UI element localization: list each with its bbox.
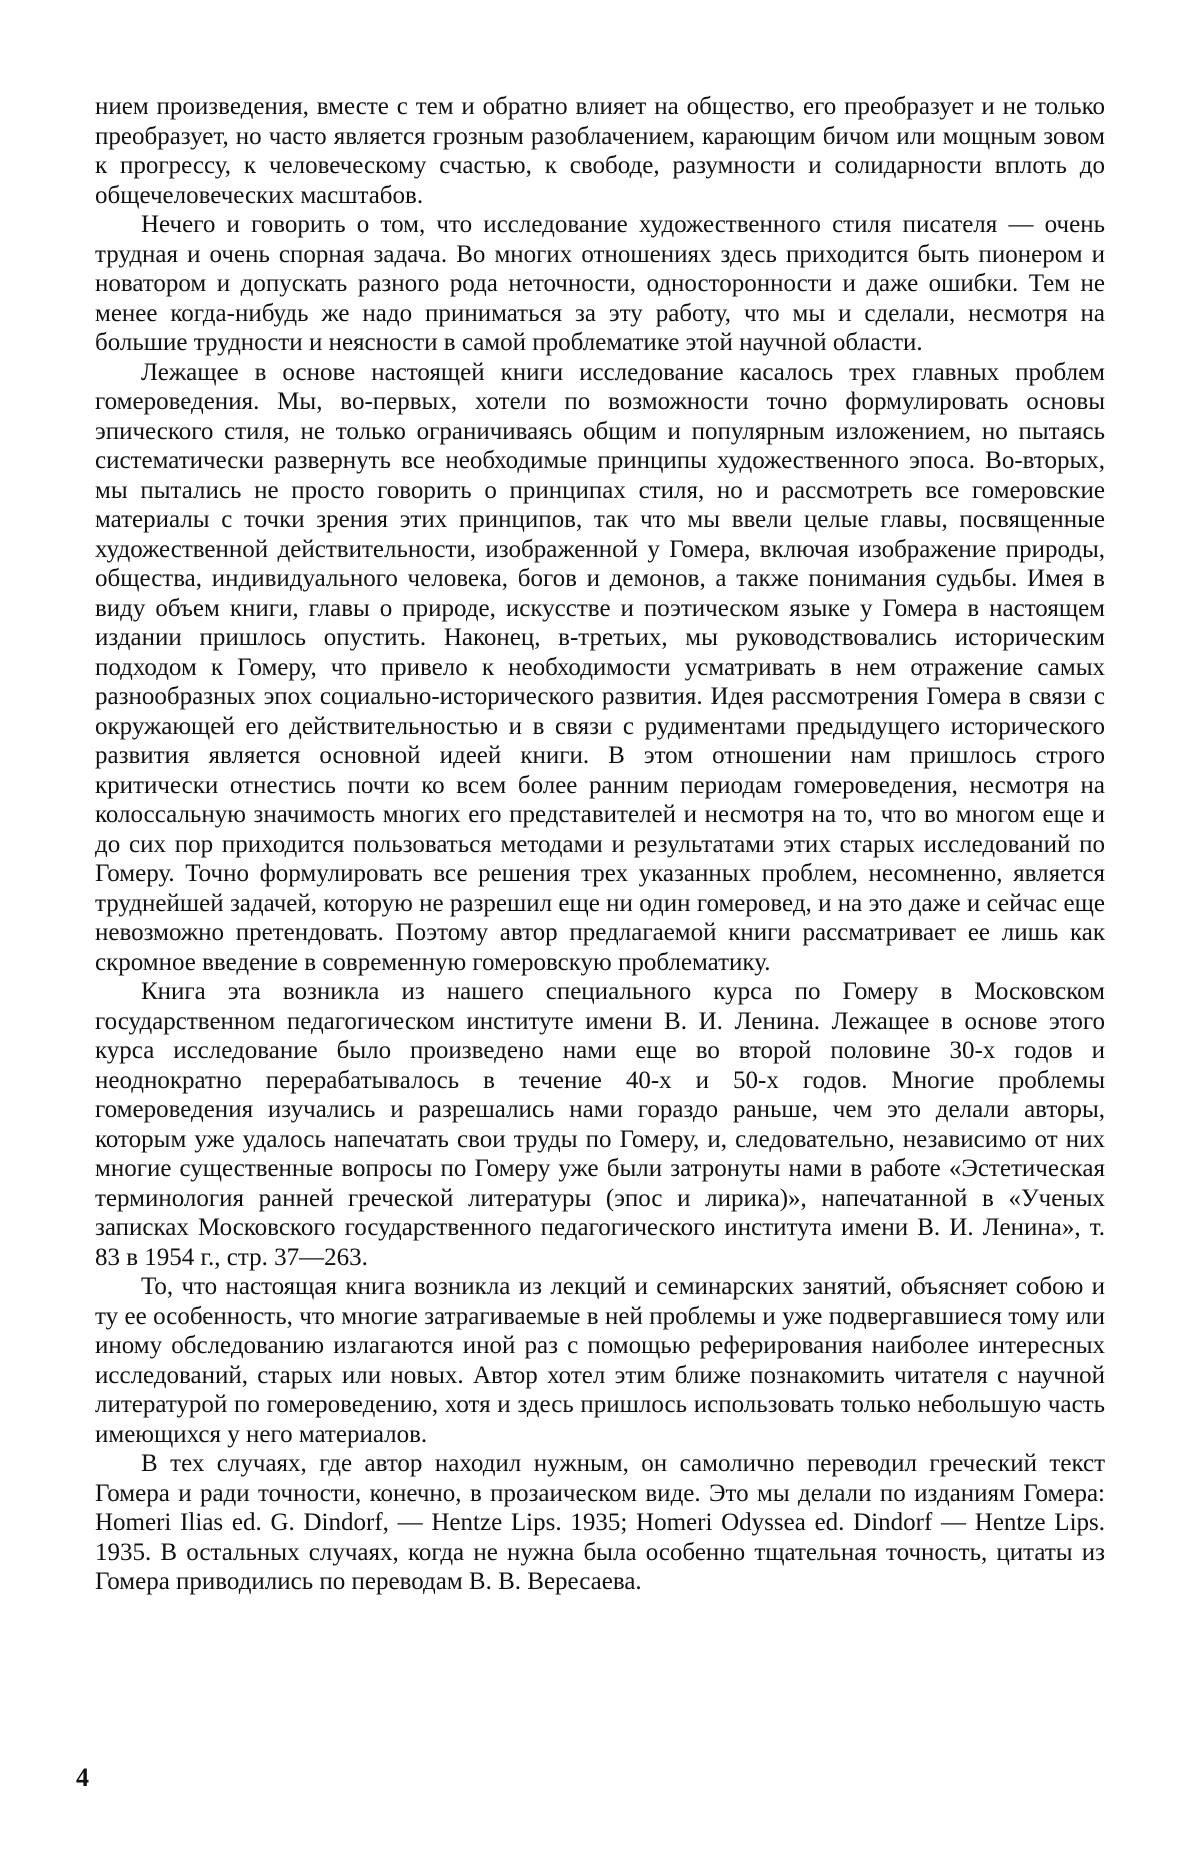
paragraph: В тех случаях, где автор находил нужным, он самолично переводил греческий текст Гомера и ради точности, конечно, в прозаическом виде. Это мы делали по изданиям Гомера: Homeri Ilias ed. G. Dindorf, — Hentze Lips. 1935; Homeri Odyssea ed. Dindorf — Hentze Lips. 1935. В остальных случаях, когда не нужна была особенно тщательная точность, цитаты из Гомера приводились по переводам В. В. Вересаева.: [95, 1450, 1105, 1595]
paragraph: Книга эта возникла из нашего специального курса по Гомеру в Московском государственном педагогическом институте имени В. И. Ленина. Лежащее в основе этого курса исследование было произведено нами еще во второй половине 30-х годов и неоднократно перерабатывалось в течение 40-х и 50-х годов. Многие проблемы гомероведения изучались и разрешались нами гораздо раньше, чем это делали авторы, которым уже удалось напечатать свои труды по Гомеру, и, следовательно, независимо от них многие существенные вопросы по Гомеру уже были затронуты нами в работе «Эстетическая терминология ранней греческой литературы (эпос и лирика)», напечатанной в «Ученых записках Московского государственного педагогического института имени В. И. Ленина», т. 83 в 1954 г., стр. 37—263.: [95, 978, 1105, 1271]
paragraph-continued: нием произведения, вместе с тем и обратно влияет на общество, его преобразует и не только преобразует, но часто является грозным разоблачением, карающим бичом или мощным зовом к прогрессу, к человеческому счастью, к свободе, разумности и солидарности вплоть до общечеловеческих масштабов.: [95, 93, 1105, 209]
paragraph: То, что настоящая книга возникла из лекций и семинарских занятий, объясняет собою и ту ее особенность, что многие затрагиваемые в ней проблемы и уже подвергавшиеся тому или иному обследованию излагаются иной раз с помощью реферирования наиболее интересных исследований, старых или новых. Автор хотел этим ближе познакомить читателя с научной литературой по гомероведению, хотя и здесь пришлось использовать только небольшую часть имеющихся у него материалов.: [95, 1273, 1105, 1448]
body-text: [95, 92, 1105, 1597]
paragraph: Лежащее в основе настоящей книги исследование касалось трех главных проблем гомероведения. Мы, во-первых, хотели по возможности точно формулировать основы эпического стиля, не только ограничиваясь общим и популярным изложением, но пытаясь систематически развернуть все необходимые принципы художественного эпоса. Во-вторых, мы пытались не просто говорить о принципах стиля, но и рассмотреть все гомеровские материалы с точки зрения этих принципов, так что мы ввели целые главы, посвященные художественной действительности, изображенной у Гомера, включая изображение природы, общества, индивидуального человека, богов и демонов, а также понимания судьбы. Имея в виду объем книги, главы о природе, искусстве и поэтическом языке у Гомера в настоящем издании пришлось опустить. Наконец, в-третьих, мы руководствовались историческим подходом к Гомеру, что привело к необходимости усматривать в нем отражение самых разнообразных эпох социально-исторического развития. Идея рассмотрения Гомера в связи с окружающей его действительностью и в связи с рудиментами предыдущего исторического развития является основной идеей книги. В этом отношении нам пришлось строго критически отнестись почти ко всем более ранним периодам гомероведения, несмотря на колоссальную значимость многих его представителей и несмотря на то, что во многом еще и до сих пор приходится пользоваться методами и результатами этих старых исследований по Гомеру. Точно формулировать все решения трех указанных проблем, несомненно, является труднейшей задачей, которую не разрешил еще ни один гомеровед, и на это даже и сейчас еще невозможно претендовать. Поэтому автор предлагаемой книги рассматривает ее лишь как скромное введение в современную гомеровскую проблематику.: [95, 358, 1105, 976]
paragraph: Нечего и говорить о том, что исследование художественного стиля писателя — очень трудная и очень спорная задача. Во многих отношениях здесь приходится быть пионером и новатором и допускать разного рода неточности, односторонности и даже ошибки. Тем не менее когда-нибудь же надо приниматься за эту работу, что мы и сделали, несмотря на большие трудности и неясности в самой проблематике этой научной области.: [95, 211, 1105, 356]
page-number: 4: [76, 1763, 89, 1792]
